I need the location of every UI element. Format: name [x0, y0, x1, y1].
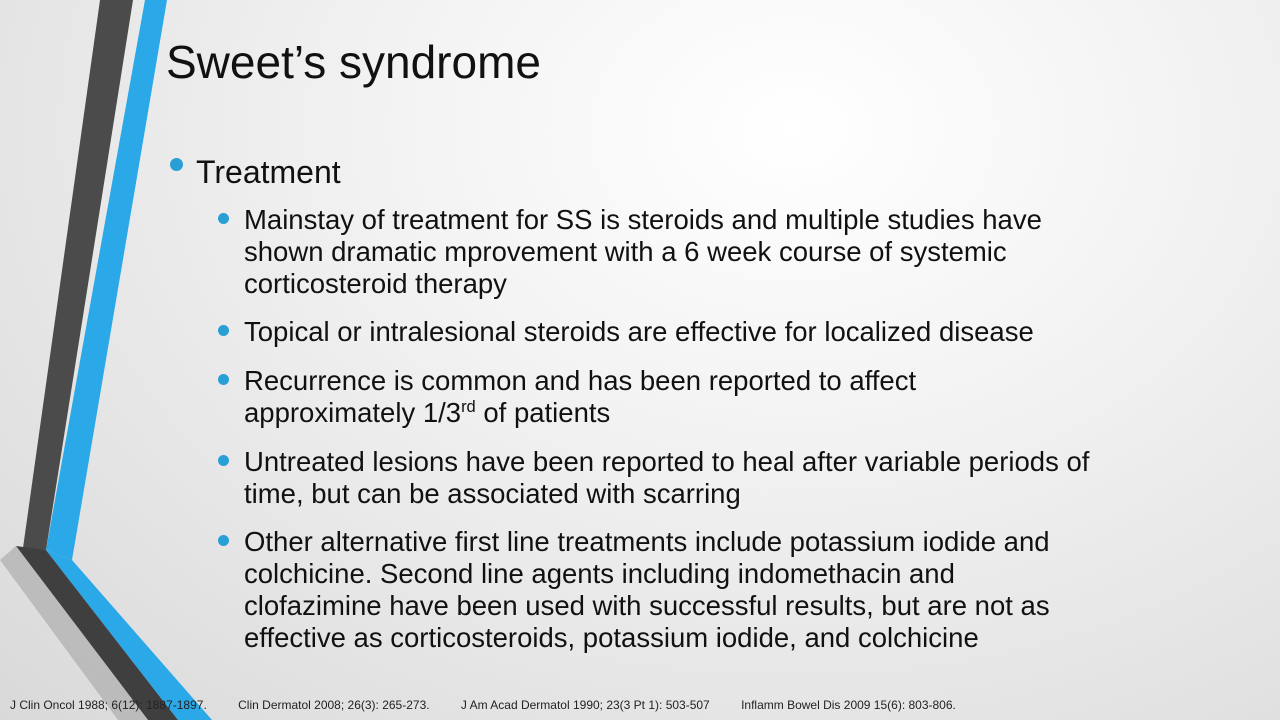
- sub-bullet-recurrence: [244, 365, 1214, 429]
- bullet-line: corticosteroid therapy: [244, 268, 507, 299]
- bullet-dot-icon: [170, 158, 183, 171]
- bullet-line: Other alternative first line treatments include potassium iodide and: [244, 526, 1050, 557]
- bullet-dot-icon: [218, 213, 229, 224]
- bullet-dot-icon: [218, 455, 229, 466]
- bullet-dot-icon: [218, 374, 229, 385]
- bullet-line: shown dramatic mprovement with a 6 week course of systemic: [244, 236, 1007, 267]
- sub-bullet-mainstay: [244, 204, 1214, 300]
- ordinal-superscript: rd: [461, 397, 476, 416]
- bullet-dot-icon: [218, 325, 229, 336]
- bullet-line: Untreated lesions have been reported to heal after variable periods of: [244, 446, 1090, 477]
- bullet-line: Mainstay of treatment for SS is steroids and multiple studies have: [244, 204, 1042, 235]
- sub-bullet-topical: [244, 316, 1214, 348]
- bullet-treatment-text: Treatment: [196, 154, 341, 190]
- bullet-line: colchicine. Second line agents including indomethacin and: [244, 558, 955, 589]
- slide-title: Sweet’s syndrome: [166, 36, 541, 88]
- bullet-text-part: of patients: [475, 397, 611, 428]
- reference-item: Inflamm Bowel Dis 2009 15(6): 803-806.: [741, 698, 956, 712]
- bullet-line: time, but can be associated with scarring: [244, 478, 741, 509]
- reference-item: Clin Dermatol 2008; 26(3): 265-273.: [238, 698, 430, 712]
- sub-bullet-alternatives: [244, 526, 1214, 654]
- dark-gray-lower-stripe: [16, 546, 178, 720]
- sub-bullet-untreated: [244, 446, 1214, 510]
- references-footer: [10, 697, 984, 713]
- reference-item: J Am Acad Dermatol 1990; 23(3 Pt 1): 503-507: [460, 698, 710, 712]
- bullet-line: clofazimine have been used with successful results, but are not as: [244, 590, 1050, 621]
- bullet-text-part: approximately 1/3: [244, 397, 462, 428]
- bullet-treatment: [196, 152, 341, 192]
- reference-item: J Clin Oncol 1988; 6(12): 1887-1897.: [10, 698, 207, 712]
- bullet-dot-icon: [218, 535, 229, 546]
- bullet-line: [244, 397, 1214, 429]
- bullet-line: Recurrence is common and has been reported to affect: [244, 365, 917, 396]
- bullet-line: Topical or intralesional steroids are effective for localized disease: [244, 316, 1034, 347]
- bullet-line: effective as corticosteroids, potassium iodide, and colchicine: [244, 622, 979, 653]
